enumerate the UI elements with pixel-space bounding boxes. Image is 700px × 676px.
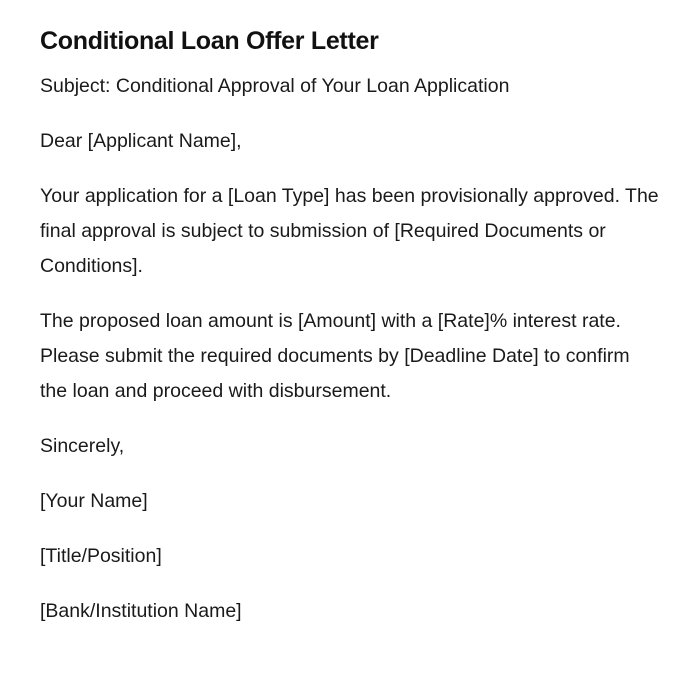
letter-salutation: Dear [Applicant Name],	[40, 130, 242, 152]
letter-closing: Sincerely,	[40, 435, 125, 457]
letter-body-paragraph-2: The proposed loan amount is [Amount] with a [Rate]% interest rate. Please submit the required documents by [Deadline Date] to confirm the loan and proceed with disbursement.	[40, 310, 630, 402]
letter-subject: Subject: Conditional Approval of Your Loan Application	[40, 75, 510, 97]
signature-name: [Your Name]	[40, 490, 148, 512]
signature-institution: [Bank/Institution Name]	[40, 600, 242, 622]
letter-title: Conditional Loan Offer Letter	[40, 27, 379, 55]
letter-body-paragraph-1: Your application for a [Loan Type] has been provisionally approved. The final approval is subject to submission of [Required Documents or Conditions].	[40, 185, 659, 277]
signature-title: [Title/Position]	[40, 545, 162, 567]
